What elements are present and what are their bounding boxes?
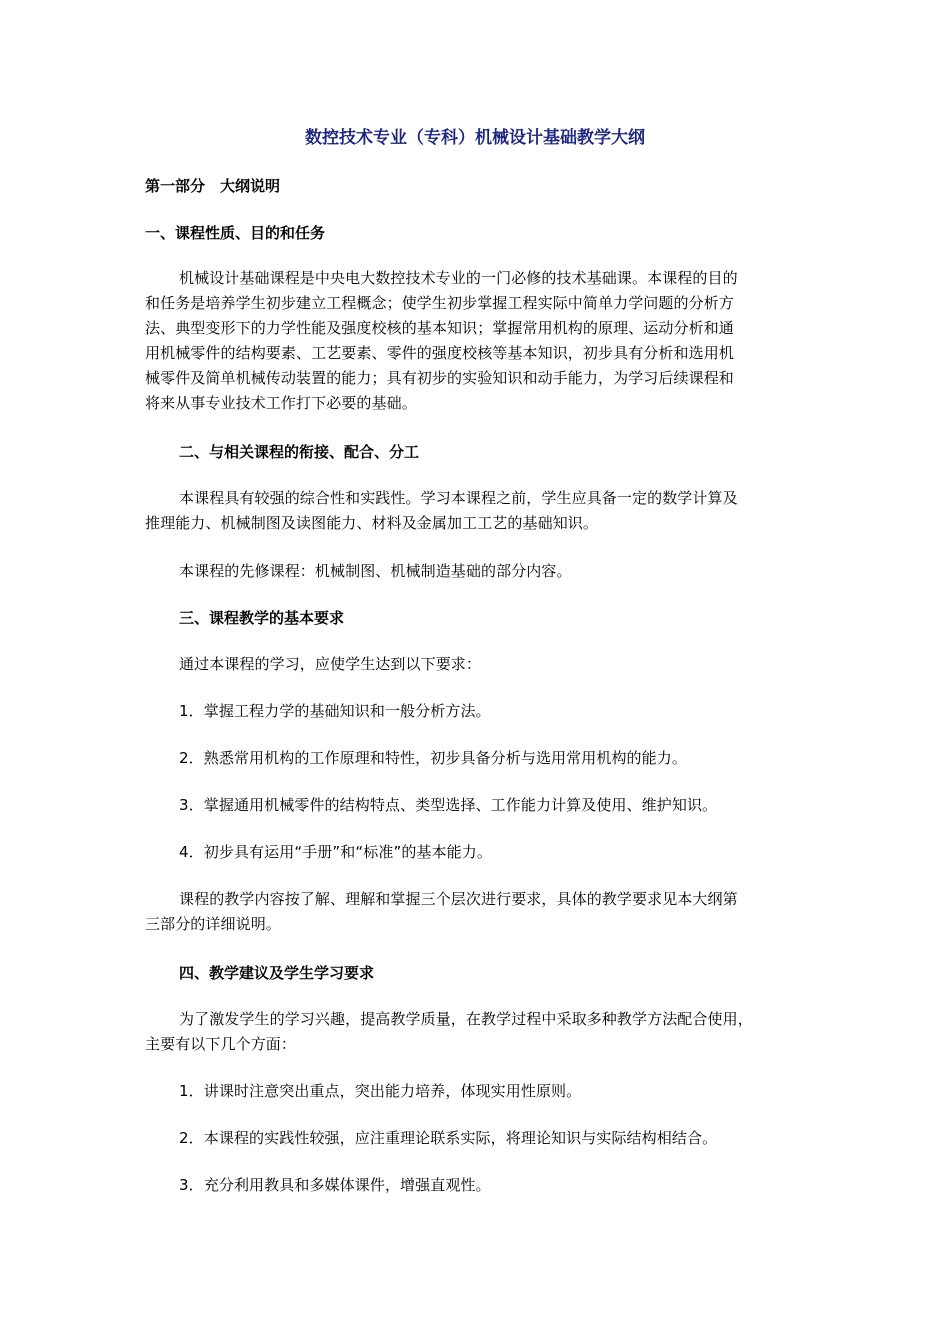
list-item: 1．掌握工程力学的基础知识和一般分析方法。	[179, 702, 491, 720]
paragraph-line: 本课程的先修课程：机械制图、机械制造基础的部分内容。	[179, 562, 572, 580]
suggestion-item-2	[179, 1126, 717, 1151]
paragraph-line: 主要有以下几个方面：	[145, 1035, 297, 1053]
requirement-item-2	[179, 746, 687, 771]
section2-heading: 二、与相关课程的衔接、配合、分工	[179, 443, 420, 461]
document-title: 数控技术专业（专科）机械设计基础教学大纲	[305, 128, 645, 148]
suggestion-item-3	[179, 1173, 491, 1198]
paragraph-line: 本课程具有较强的综合性和实践性。学习本课程之前，学生应具备一定的数学计算及	[179, 489, 738, 507]
section2-paragraph-2	[179, 559, 572, 584]
section1-heading: 一、课程性质、目的和任务	[145, 224, 326, 242]
section2-paragraph-1	[145, 486, 738, 536]
paragraph-line: 三部分的详细说明。	[145, 915, 281, 933]
requirement-item-3	[179, 793, 717, 818]
list-item: 2．熟悉常用机构的工作原理和特性，初步具备分析与选用常用机构的能力。	[179, 749, 687, 767]
section3-heading: 三、课程教学的基本要求	[179, 609, 345, 627]
list-item: 3．掌握通用机械零件的结构特点、类型选择、工作能力计算及使用、维护知识。	[179, 796, 718, 814]
suggestion-item-1	[179, 1079, 581, 1104]
section3-intro	[179, 652, 481, 677]
paragraph-line: 将来从事专业技术工作打下必要的基础。	[145, 394, 417, 412]
list-item: 4．初步具有运用“手册”和“标准”的基本能力。	[179, 843, 492, 861]
paragraph-line: 为了激发学生的学习兴趣，提高教学质量，在教学过程中采取多种教学方法配合使用，	[179, 1010, 753, 1028]
requirement-item-1	[179, 699, 491, 724]
section1-paragraph	[145, 266, 738, 416]
paragraph-line: 通过本课程的学习，应使学生达到以下要求：	[179, 655, 482, 673]
paragraph-line: 械零件及简单机械传动装置的能力；具有初步的实验知识和动手能力，为学习后续课程和	[145, 369, 734, 387]
paragraph-line: 机械设计基础课程是中央电大数控技术专业的一门必修的技术基础课。本课程的目的	[179, 269, 738, 287]
section4-heading: 四、教学建议及学生学习要求	[179, 964, 375, 982]
list-item: 1．讲课时注意突出重点，突出能力培养，体现实用性原则。	[179, 1082, 582, 1100]
list-item: 2．本课程的实践性较强，应注重理论联系实际，将理论知识与实际结构相结合。	[179, 1129, 718, 1147]
paragraph-line: 法、典型变形下的力学性能及强度校核的基本知识；掌握常用机构的原理、运动分析和通	[145, 319, 734, 337]
section4-intro	[145, 1007, 753, 1057]
part1-heading: 第一部分 大纲说明	[145, 177, 281, 195]
section3-closing	[145, 887, 738, 937]
paragraph-line: 用机械零件的结构要素、工艺要素、零件的强度校核等基本知识，初步具有分析和选用机	[145, 344, 734, 362]
requirement-item-4	[179, 840, 492, 865]
paragraph-line: 和任务是培养学生初步建立工程概念；使学生初步掌握工程实际中简单力学问题的分析方	[145, 294, 734, 312]
paragraph-line: 推理能力、机械制图及读图能力、材料及金属加工工艺的基础知识。	[145, 514, 599, 532]
list-item: 3．充分利用教具和多媒体课件，增强直观性。	[179, 1176, 491, 1194]
paragraph-line: 课程的教学内容按了解、理解和掌握三个层次进行要求，具体的教学要求见本大纲第	[179, 890, 738, 908]
